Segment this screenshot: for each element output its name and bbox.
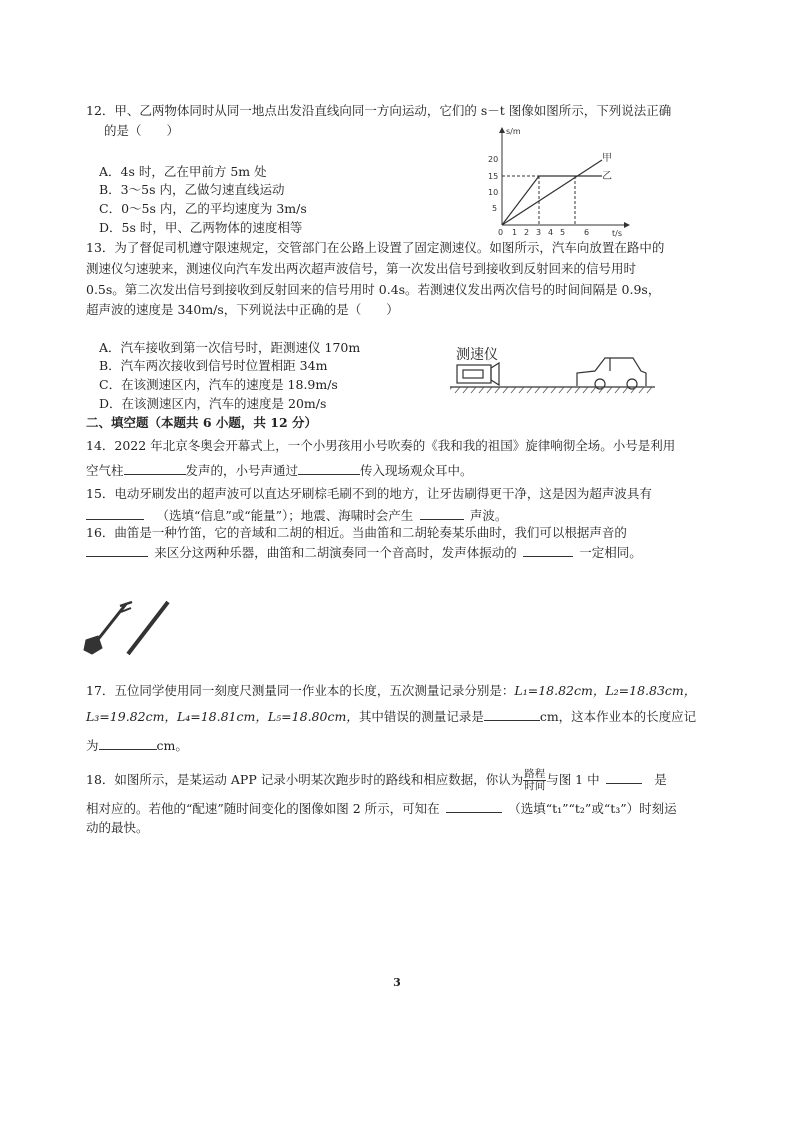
- q18-fraction: $\frac{\text{路程}}{\text{时间}}$: [524, 768, 546, 792]
- q16-line2: 来区分这两种乐器，曲笛和二胡演奏同一个音高时，发声体振动的 一定相同。: [86, 544, 642, 562]
- q13-option-b: B．汽车两次接收到信号时位置相距 34m: [99, 358, 328, 373]
- q17-line3: 为 cm。: [86, 738, 188, 753]
- q17-l2: L₂=18.83cm，: [605, 683, 697, 698]
- section2-heading: 二、填空题（本题共 6 小题，共 12 分）: [86, 415, 318, 430]
- q17-blank-1[interactable]: [484, 708, 540, 721]
- erhu-neck: [96, 604, 126, 642]
- q12-st-graph: [482, 125, 632, 237]
- q13-line3: 0.5s。第二次发出信号到接收到反射回来的信号用时 0.4s。若测速仪发出两次信号的时间间隔是 0.9s，: [86, 282, 661, 297]
- svg-text:0: 0: [498, 228, 504, 237]
- line-jia: [502, 160, 602, 225]
- q14-line1: 14．2022 年北京冬奥会开幕式上，一个小男孩用小号吹奏的《我和我的祖国》旋律响彻全场。小号是利用: [86, 438, 676, 453]
- q17-l4: L₄=18.81cm，: [176, 709, 268, 724]
- q13-option-d: D．在该测速区内，汽车的速度是 20m/s: [99, 396, 327, 411]
- label-jia: 甲: [602, 153, 612, 164]
- q16-blank-1[interactable]: [86, 544, 148, 557]
- q15-blank-1[interactable]: [86, 507, 144, 520]
- svg-text:4: 4: [548, 228, 554, 237]
- q12-option-d: D．5s 时，甲、乙两物体的速度相等: [99, 220, 303, 235]
- line-yi: [502, 176, 602, 225]
- q12-stem-line2: 的是（ ）: [104, 123, 180, 138]
- svg-text:15: 15: [488, 172, 499, 181]
- q12-option-a: A．4s 时，乙在甲前方 5m 处: [99, 164, 267, 179]
- q15-blank-2[interactable]: [420, 507, 464, 520]
- label-yi: 乙: [602, 171, 612, 182]
- instruments-figure: [80, 598, 180, 658]
- q18-line3: 动的最快。: [86, 820, 149, 835]
- page-number: 3: [393, 976, 401, 989]
- svg-text:10: 10: [488, 188, 499, 197]
- speed-camera-figure: [450, 346, 655, 398]
- svg-text:2: 2: [524, 228, 530, 237]
- svg-text:3: 3: [536, 228, 542, 237]
- q17-line1: 17．五位同学使用同一刻度尺测量同一作业本的长度，五次测量记录分别是：L₁=18.82cm，L₂=18.83cm，: [86, 683, 697, 698]
- q18-line1: 18．如图所示，是某运动 APP 记录小明某次跑步时的路线和相应数据，你认为 $\frac{\text{路程}}{\text{时间}}$ 与图 1 中 是: [86, 768, 667, 792]
- q18-blank-2[interactable]: [446, 800, 502, 813]
- q13-line2: 测速仪匀速驶来，测速仪向汽车发出两次超声波信号，第一次发出信号到接收到反射回来的信号用时: [86, 261, 637, 276]
- q13-line1: 13．为了督促司机遵守限速规定，交管部门在公路上设置了固定测速仪。如图所示，汽车向放置在路中的: [86, 240, 665, 255]
- q14-line2: 空气柱 发声的，小号声通过 传入现场观众耳中。: [86, 463, 473, 478]
- q14-blank-2[interactable]: [298, 462, 360, 475]
- x-axis-label: t/s: [612, 229, 622, 237]
- q18-blank-1[interactable]: [606, 771, 642, 784]
- y-axis-label: s/m: [506, 127, 521, 136]
- q15-line1: 15．电动牙刷发出的超声波可以直达牙刷棕毛刷不到的地方，让牙齿刷得更干净，这是因为超声波具有: [86, 486, 652, 501]
- q13-option-c: C．在该测速区内，汽车的速度是 18.9m/s: [99, 377, 338, 392]
- q17-l3: L₃=19.82cm，: [86, 709, 177, 724]
- q17-line2: L₃=19.82cm，L₄=18.81cm，L₅=18.80cm，其中错误的测量记录是 cm，这本作业本的长度应记: [86, 709, 697, 724]
- erhu-body: [84, 636, 102, 654]
- q16-line1: 16．曲笛是一种竹笛，它的音域和二胡的相近。当曲笛和二胡轮奏某乐曲时，我们可以根据声音的: [86, 525, 627, 540]
- q13-option-a: A．汽车接收到第一次信号时，距测速仪 170m: [99, 340, 361, 355]
- svg-text:1: 1: [512, 228, 518, 237]
- speed-meter-box: [457, 365, 491, 383]
- q17-blank-2[interactable]: [99, 737, 157, 750]
- q15-line2: （选填“信息”或“能量”）；地震、海啸时会产生 声波。: [86, 507, 507, 525]
- q17-l5: L₅=18.80cm，: [267, 709, 359, 724]
- svg-text:20: 20: [488, 155, 499, 164]
- q14-blank-1[interactable]: [124, 462, 186, 475]
- q12-option-b: B．3～5s 内，乙做匀速直线运动: [99, 182, 285, 197]
- svg-text:5: 5: [492, 204, 498, 213]
- q13-line4: 超声波的速度是 340m/s，下列说法中正确的是（ ）: [86, 302, 399, 317]
- car-body: [577, 358, 646, 386]
- flute: [128, 602, 168, 654]
- svg-text:6: 6: [584, 228, 590, 237]
- q17-l1: L₁=18.82cm，: [514, 683, 606, 698]
- svg-text:5: 5: [560, 228, 566, 237]
- q16-blank-2[interactable]: [523, 544, 573, 557]
- q12-option-c: C．0～5s 内，乙的平均速度为 3m/s: [99, 201, 307, 216]
- q12-stem-line1: 12．甲、乙两物体同时从同一地点出发沿直线向同一方向运动，它们的 s－t 图像如图所示，下列说法正确: [86, 103, 672, 118]
- q18-line2: 相对应的。若他的“配速”随时间变化的图像如图 2 所示，可知在 （选填“t₁”“t₂”或“t₃”）时刻运: [86, 801, 677, 816]
- speed-meter-label: 测速仪: [456, 347, 498, 363]
